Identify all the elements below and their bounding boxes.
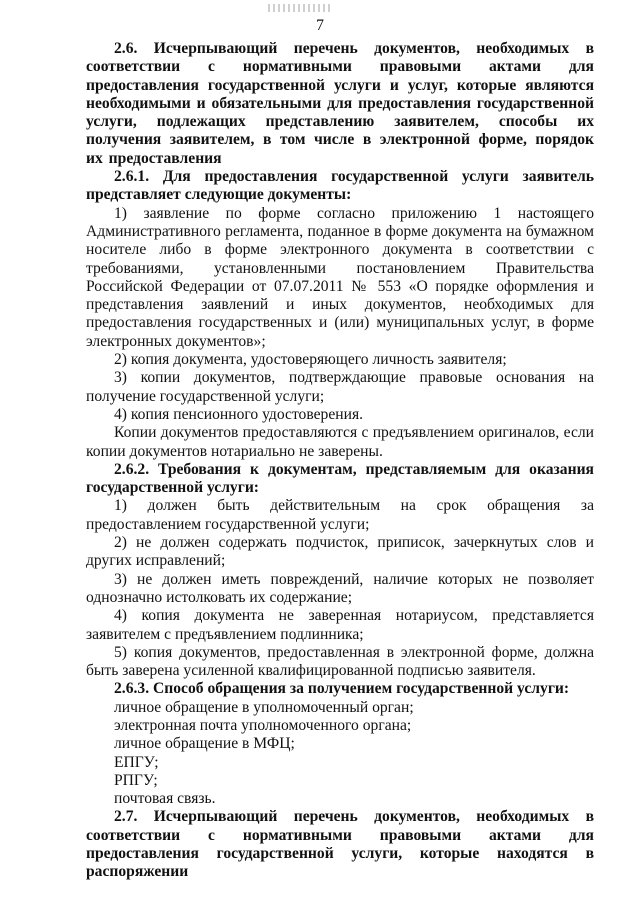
list-item: 1) заявление по форме согласно приложению 1 настоящего Административного регламента, поданное в форме документа на бумажном носителе либо в форме электронного документа в соответствии с требованиями, установленными постановлением Правительства Российской Федерации от 07.07.2011 № 553 «О порядке оформления и представления заявлений и иных документов, необходимых для предоставления государственных и (или) муниципальных услуг, в форме электронных документов»; (86, 204, 594, 350)
list-item: 4) копия пенсионного удостоверения. (114, 405, 364, 423)
document-body (86, 40, 594, 882)
list-item: 4) копия документа не заверенная нотариусом, представляется заявителем с предъявлением подлинника; (86, 607, 594, 643)
list-item: 3) не должен иметь повреждений, наличие которых не позволяет однозначно истолковать их содержание; (86, 570, 594, 606)
list-item: 1) должен быть действительным на срок обращения за предоставлением государственной услуги; (86, 497, 594, 533)
section-2-6-2-heading: 2.6.2. Требования к документам, представляемым для оказания государственной услуги: (86, 460, 594, 497)
list-item: личное обращение в уполномоченный орган; (114, 698, 414, 716)
scan-artifact (268, 4, 332, 12)
list-item: 2) не должен содержать подчисток, приписок, зачеркнутых слов и других исправлений; (86, 534, 594, 570)
list-item: РПГУ; (114, 771, 158, 789)
copies-note: Копии документов предоставляются с предъявлением оригиналов, если копии документов нотариально не заверены. (86, 424, 594, 460)
page-number: 7 (316, 17, 324, 34)
section-2-6-1-heading: 2.6.1. Для предоставления государственной услуги заявитель представляет следующие документы: (86, 168, 594, 204)
list-item: 5) копия документов, предоставленная в электронной форме, должна быть заверена усиленной квалифицированной подписью заявителя. (86, 643, 594, 680)
list-item: 2) копия документа, удостоверяющего личность заявителя; (114, 351, 507, 369)
section-2-6-heading: 2.6. Исчерпывающий перечень документов, необходимых в соответствии с нормативными правовыми актами для предоставления государственной услуги и услуг, которые являются необходимыми и обязательными для предоставления государственной услуги, подлежащих представлению заявителем, способы их получения заявителем, в том числе в электронной форме, порядок их предоставления (86, 40, 594, 167)
list-item: 3) копии документов, подтверждающие правовые основания на получение государственной услуги; (86, 369, 594, 405)
list-item: почтовая связь. (114, 790, 216, 808)
list-item: электронная почта уполномоченного органа; (114, 716, 412, 734)
list-item: ЕПГУ; (114, 753, 159, 771)
list-item: личное обращение в МФЦ; (114, 735, 295, 753)
section-2-7-heading: 2.7. Исчерпывающий перечень документов, необходимых в соответствии с нормативными правовыми актами для предоставления государственной услуги, которые находятся в распоряжении (86, 808, 594, 881)
section-2-6-3-heading: 2.6.3. Способ обращения за получением государственной услуги: (114, 680, 570, 698)
